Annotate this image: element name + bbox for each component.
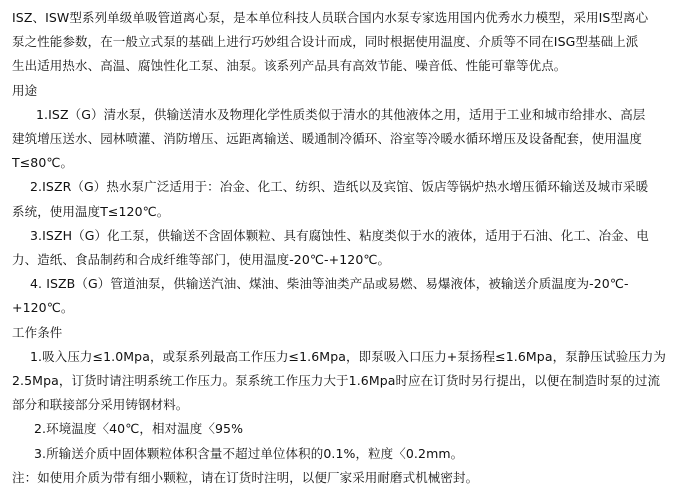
usage-item-1-line-3: T≤80℃。 [12,155,74,171]
usage-item-3-line-2: 力、造纸、食品制药和合成纤维等部门，使用温度-20℃-+120℃。 [12,252,391,268]
intro-line-3: 生出适用热水、高温、腐蚀性化工泵、油泵。该系列产品具有高效节能、噪音低、性能可靠等优点。 [12,58,567,74]
condition-item-3: 3.所输送介质中固体颗粒体积含量不超过单位体积的0.1%，粒度〈0.2mm。 [34,445,464,461]
usage-item-4-line-1: 4. ISZB（G）管道油泵，供输送汽油、煤油、柴油等油类产品或易燃、易爆液体，被输送介质温度为-20℃- [30,276,629,292]
usage-item-3-line-1: 3.ISZH（G）化工泵，供输送不含固体颗粒、具有腐蚀性、粘度类似于水的液体，适用于石油、化工、冶金、电 [30,227,649,243]
conditions-heading: 工作条件 [12,324,63,340]
usage-item-1-line-2: 建筑增压送水、园林喷灌、消防增压、远距离输送、暖通制冷循环、浴室等冷暖水循环增压及设备配套，使用温度 [12,131,643,147]
usage-item-2-line-1: 2.ISZR（G）热水泵广泛适用于：冶金、化工、纺织、造纸以及宾馆、饭店等锅炉热水增压循环输送及城市采暖 [30,179,649,195]
condition-item-1-line-1: 1.吸入压力≤1.0Mpa，或泵系列最高工作压力≤1.6Mpa，即泵吸入口压力+泵扬程≤1.6Mpa，泵静压试验压力为 [30,348,666,364]
usage-item-1-line-1: 1.ISZ（G）清水泵，供输送清水及物理化学性质类似于清水的其他液体之用，适用于工业和城市给排水、高层 [36,106,646,122]
footnote: 注：如使用介质为带有细小颗粒，请在订货时注明，以便厂家采用耐磨式机械密封。 [12,469,479,485]
usage-item-4-line-2: +120℃。 [12,300,74,316]
condition-item-1-line-2: 2.5Mpa，订货时请注明系统工作压力。泵系统工作压力大于1.6Mpa时应在订货时另行提出，以便在制造时泵的过流 [12,373,661,389]
intro-line-2: 泵之性能参数，在一般立式泵的基础上进行巧妙组合设计而成，同时根据使用温度、介质等不同在ISG型基础上派 [12,34,639,50]
condition-item-1-line-3: 部分和联接部分采用铸钢材料。 [12,397,189,413]
condition-item-2: 2.环境温度〈40℃，相对温度〈95% [34,421,244,437]
intro-line-1: ISZ、ISW型系列单级单吸管道离心泵，是本单位科技人员联合国内水泵专家选用国内优秀水力模型，采用IS型离心 [12,10,649,25]
usage-heading: 用途 [12,82,38,98]
document-body [12,6,680,490]
usage-item-2-line-2: 系统，使用温度T≤120℃。 [12,203,170,219]
